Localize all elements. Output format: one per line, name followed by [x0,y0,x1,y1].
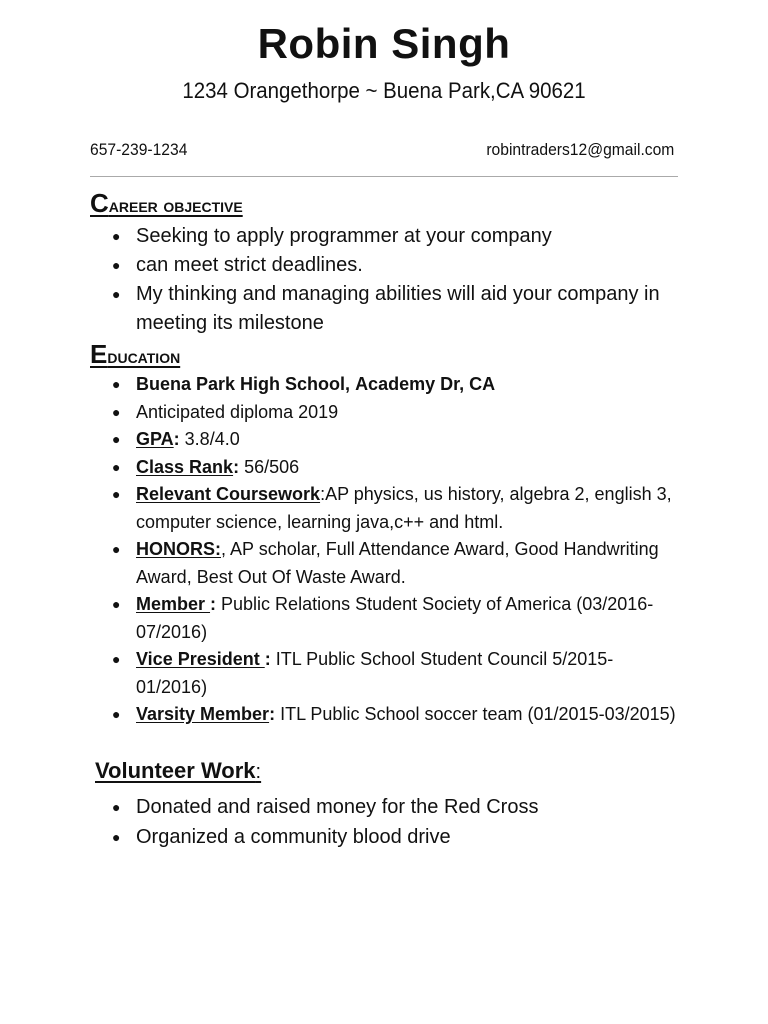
email-address: robintraders12@gmail.com [486,140,674,159]
member-value: Public Relations Student Society of America (03/2016-07/2016) [136,594,654,642]
gpa-label: GPA [136,429,174,449]
candidate-name: Robin Singh [257,20,511,67]
phone-number: 657-239-1234 [90,140,188,159]
varsity-member-label: Varsity Member [136,704,270,724]
list-item: ● Relevant Coursework:AP physics, us history, algebra 2, english 3, computer science, learning java,c++ and html. [112,481,682,536]
vice-president-value: ITL Public School Student Council 5/2015-01/2016) [136,649,614,697]
list-item: ● GPA: 3.8/4.0 [112,426,682,454]
honors-label: HONORS: [136,539,221,559]
vice-president-label: Vice President [136,649,265,669]
list-item [112,371,682,399]
member-label: Member [136,594,211,614]
gpa-value: 3.8/4.0 [179,429,240,449]
list-item: ● Seeking to apply programmer at your company [112,222,682,251]
volunteer-work-list [112,792,682,852]
list-item [112,536,682,591]
varsity-member-value: ITL Public School soccer team (01/2015-03/2015) [275,704,676,724]
school-location: Academy Dr, CA [355,374,496,394]
header-divider [90,176,678,177]
education-heading: Education [90,339,181,369]
coursework-value: AP physics, us history, algebra 2, english 3, computer science, learning java,c++ and html. [136,484,672,532]
list-item: ● Vice President : ITL Public School Student Council 5/2015-01/2016) [112,646,682,701]
class-rank-value: 56/506 [239,456,300,477]
list-item: ● Member : Public Relations Student Society of America (03/2016-07/2016) [112,591,682,646]
education-list [112,371,682,729]
address: 1234 Orangethorpe ~ Buena Park,CA 90621 [182,78,586,103]
list-item: ● Donated and raised money for the Red Cross [112,792,682,822]
career-objective-list [112,222,682,338]
list-item: ● Anticipated diploma 2019 [112,399,682,427]
list-item: ● Class Rank: 56/506 [112,454,682,482]
class-rank-label: Class Rank [136,456,234,477]
career-objective-heading: Career objective [90,188,243,218]
list-item: ● Organized a community blood drive [112,822,682,852]
list-item: ● can meet strict deadlines. [112,251,682,280]
coursework-label: Relevant Coursework [136,484,321,504]
list-item: ● Varsity Member: ITL Public School soccer team (01/2015-03/2015) [112,701,682,729]
school-name: Buena Park High School, [136,374,351,394]
volunteer-work-heading: Volunteer Work: [95,758,262,783]
honors-value: , AP scholar, Full Attendance Award, Good Handwriting Award, Best Out Of Waste Award. [136,539,659,587]
list-item: ● My thinking and managing abilities will aid your company in meeting its milestone [112,280,682,338]
